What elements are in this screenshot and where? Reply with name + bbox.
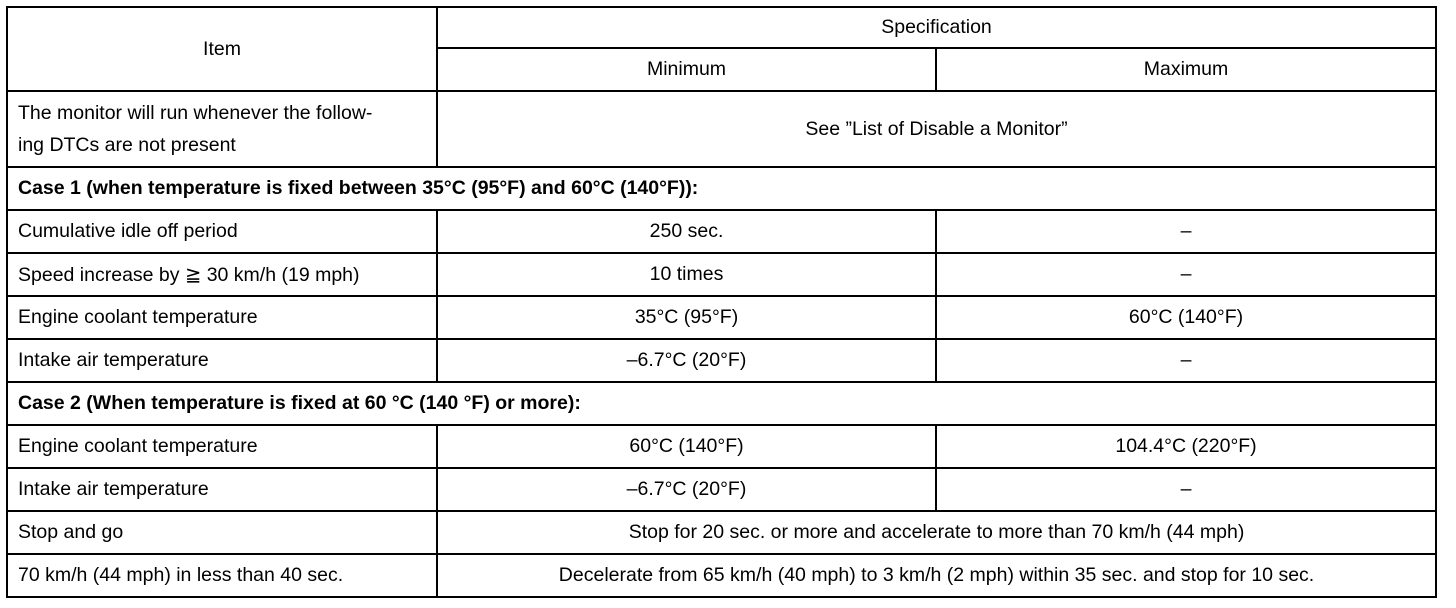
case1-title: Case 1 (when temperature is fixed between 35°C (95°F) and 60°C (140°F)):: [7, 167, 1436, 210]
table-row: [7, 554, 1436, 597]
maximum-cell: 104.4°C (220°F): [936, 425, 1436, 468]
monitor-item-line1: The monitor will run whenever the follow-: [18, 102, 373, 124]
table-row: [7, 339, 1436, 382]
case-row: [7, 167, 1436, 210]
minimum-cell: 60°C (140°F): [437, 425, 936, 468]
monitor-item-line2: ing DTCs are not present: [18, 134, 236, 156]
minimum-cell: –6.7°C (20°F): [437, 468, 936, 511]
minimum-cell: 35°C (95°F): [437, 296, 936, 339]
item-cell: Engine coolant temperature: [7, 296, 437, 339]
minimum-header: Minimum: [437, 48, 936, 91]
case-row: [7, 382, 1436, 425]
table-row: [7, 253, 1436, 296]
decel-spec-cell: Decelerate from 65 km/h (40 mph) to 3 km/h (2 mph) within 35 sec. and stop for 10 sec.: [437, 554, 1436, 597]
specification-header: Specification: [437, 7, 1436, 48]
item-cell: Cumulative idle off period: [7, 210, 437, 253]
case2-title: Case 2 (When temperature is fixed at 60 °C (140 °F) or more):: [7, 382, 1436, 425]
maximum-cell: 60°C (140°F): [936, 296, 1436, 339]
table-row: [7, 511, 1436, 554]
item-cell: Speed increase by ≧ 30 km/h (19 mph): [7, 253, 437, 296]
monitor-spec-cell: See ”List of Disable a Monitor”: [437, 91, 1436, 167]
maximum-cell: –: [936, 210, 1436, 253]
monitor-item-cell: [7, 91, 437, 167]
table-row: [7, 425, 1436, 468]
specification-table: [6, 6, 1437, 598]
maximum-header: Maximum: [936, 48, 1436, 91]
maximum-cell: –: [936, 468, 1436, 511]
maximum-cell: –: [936, 253, 1436, 296]
table-row: [7, 296, 1436, 339]
table-row: [7, 91, 1436, 167]
header-row: [7, 7, 1436, 48]
item-cell: Intake air temperature: [7, 468, 437, 511]
item-cell: Engine coolant temperature: [7, 425, 437, 468]
item-header: Item: [7, 7, 437, 91]
decel-item-cell: 70 km/h (44 mph) in less than 40 sec.: [7, 554, 437, 597]
table-row: [7, 210, 1436, 253]
stop-go-spec-cell: Stop for 20 sec. or more and accelerate to more than 70 km/h (44 mph): [437, 511, 1436, 554]
minimum-cell: –6.7°C (20°F): [437, 339, 936, 382]
minimum-cell: 250 sec.: [437, 210, 936, 253]
minimum-cell: 10 times: [437, 253, 936, 296]
stop-go-item-cell: Stop and go: [7, 511, 437, 554]
maximum-cell: –: [936, 339, 1436, 382]
table-row: [7, 468, 1436, 511]
item-cell: Intake air temperature: [7, 339, 437, 382]
